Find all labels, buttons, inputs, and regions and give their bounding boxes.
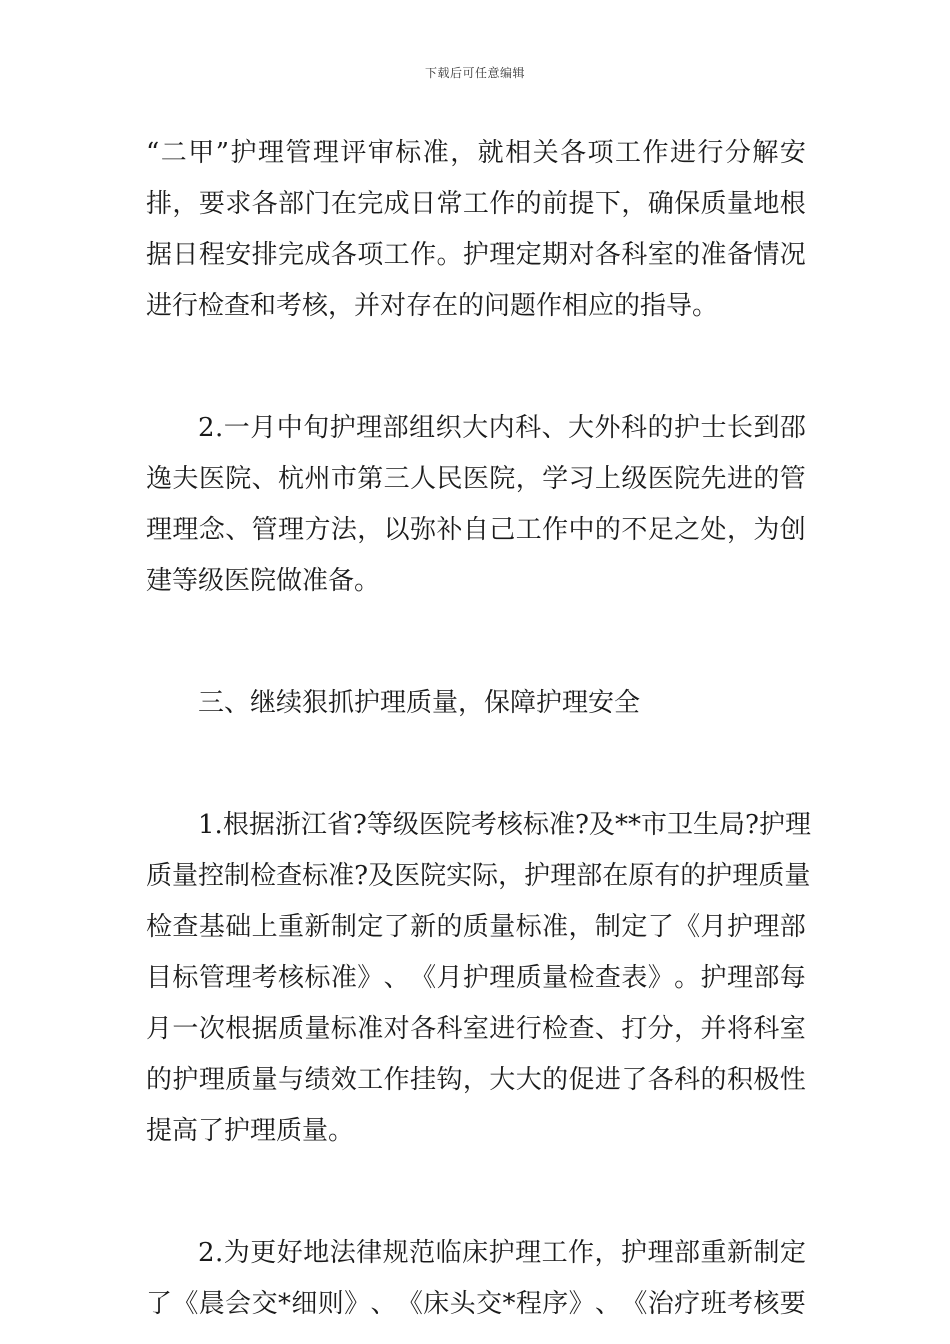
paragraph-line: 进行检查和考核，并对存在的问题作相应的指导。 [146, 291, 719, 321]
paragraph-line: 检 查 基 础 上 重 新 制 定 了 新 的 质 量 标 准 ， 制 定 了 《 月 护 理 部 [146, 912, 806, 942]
section-heading: 三、继续狠抓护理质量，保障护理安全 [198, 688, 641, 718]
paragraph-line: 质 量 控 制 检 查 标 准 ? 及 医 院 实 际 ， 护 理 部 在 原 有 的 护 理 质 量 [146, 861, 811, 891]
paragraph-line: 1 . 根 据 浙 江 省 ? 等 级 医 院 考 核 标 准 ? 及 * * 市 卫 生 局 ? 护 理 [198, 810, 811, 840]
paragraph-line: 据 日 程 安 排 完 成 各 项 工 作 。 护 理 定 期 对 各 科 室 的 准 备 情 况 [146, 240, 806, 270]
paragraph-line: 月 一 次 根 据 质 量 标 准 对 各 科 室 进 行 检 查 、 打 分 ， 并 将 科 室 [146, 1014, 806, 1044]
document-body [146, 128, 811, 1330]
paragraph-line: 排 ， 要 求 各 部 门 在 完 成 日 常 工 作 的 前 提 下 ， 确 保 质 量 地 根 [146, 189, 806, 219]
paragraph-line: 2 . 一 月 中 旬 护 理 部 组 织 大 内 科 、 大 外 科 的 护 士 长 到 邵 [198, 413, 806, 443]
paragraph-line: 建等级医院做准备。 [146, 566, 381, 596]
paragraph-line: 的 护 理 质 量 与 绩 效 工 作 挂 钩 ， 大 大 的 促 进 了 各 科 的 积 极 性 [146, 1065, 806, 1095]
paragraph-line: 逸 夫 医 院 、 杭 州 市 第 三 人 民 医 院 ， 学 习 上 级 医 院 先 进 的 管 [146, 464, 806, 494]
paragraph-line: 理 理 念 、 管 理 方 法 ， 以 弥 补 自 己 工 作 中 的 不 足 之 处 ， 为 创 [146, 515, 806, 545]
paragraph-line: 提高了护理质量。 [146, 1116, 355, 1146]
paragraph-line: “ 二 甲 ” 护 理 管 理 评 审 标 准 ， 就 相 关 各 项 工 作 进 行 分 解 安 [146, 138, 806, 168]
paragraph-line: 目 标 管 理 考 核 标 准 》 、 《 月 护 理 质 量 检 查 表 》 。 护 理 部 每 [146, 963, 806, 993]
paragraph-line: 了 《 晨 会 交 * 细 则 》 、 《 床 头 交 * 程 序 》 、 《 治 疗 班 考 核 要 [146, 1289, 806, 1319]
paragraph-line: 2 . 为 更 好 地 法 律 规 范 临 床 护 理 工 作 ， 护 理 部 重 新 制 定 [198, 1238, 806, 1268]
page-header: 下载后可任意编辑 [424, 66, 525, 80]
